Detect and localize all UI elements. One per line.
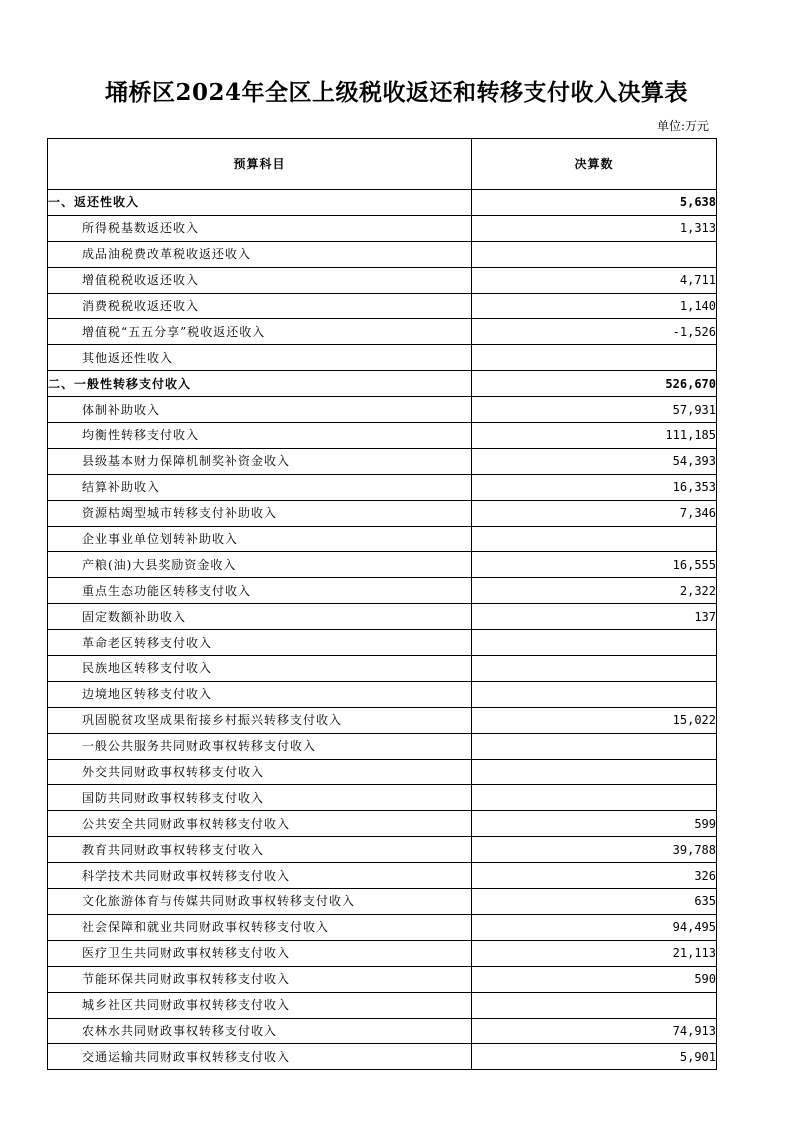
row-subject: 二、一般性转移支付收入: [48, 371, 472, 397]
row-amount: 326: [472, 863, 717, 889]
table-row: [48, 811, 717, 837]
category-row: [48, 371, 717, 397]
row-subject: 革命老区转移支付收入: [48, 630, 472, 656]
row-subject: 成品油税费改革税收返还收入: [48, 241, 472, 267]
row-subject: 民族地区转移支付收入: [48, 656, 472, 682]
budget-table: [47, 138, 717, 1070]
table-row: [48, 215, 717, 241]
row-subject: 其他返还性收入: [48, 345, 472, 371]
unit-label: 单位:万元: [656, 119, 709, 133]
row-amount: 74,913: [472, 1018, 717, 1044]
row-amount: 1,313: [472, 215, 717, 241]
table-row: [48, 914, 717, 940]
table-row: [48, 241, 717, 267]
table-row: [48, 578, 717, 604]
table-row: [48, 526, 717, 552]
row-subject: 农林水共同财政事权转移支付收入: [48, 1018, 472, 1044]
row-amount: 4,711: [472, 267, 717, 293]
page-title: 埇桥区2024年全区上级税收返还和转移支付收入决算表: [104, 79, 688, 106]
table-row: [48, 630, 717, 656]
table-row: [48, 759, 717, 785]
table-row: [48, 656, 717, 682]
table-row: [48, 785, 717, 811]
row-amount: [472, 733, 717, 759]
table-row: [48, 707, 717, 733]
table-row: [48, 1044, 717, 1070]
table-header-row: [48, 139, 717, 190]
table-body: [48, 190, 717, 1070]
row-subject: 交通运输共同财政事权转移支付收入: [48, 1044, 472, 1070]
row-amount: 57,931: [472, 397, 717, 423]
row-amount: 94,495: [472, 914, 717, 940]
table-row: [48, 552, 717, 578]
row-subject: 所得税基数返还收入: [48, 215, 472, 241]
row-amount: [472, 345, 717, 371]
row-amount: 21,113: [472, 940, 717, 966]
row-subject: 节能环保共同财政事权转移支付收入: [48, 966, 472, 992]
row-amount: -1,526: [472, 319, 717, 345]
row-amount: [472, 241, 717, 267]
row-subject: 社会保障和就业共同财政事权转移支付收入: [48, 914, 472, 940]
table-row: [48, 293, 717, 319]
table-row: [48, 423, 717, 449]
table-row: [48, 267, 717, 293]
row-amount: 15,022: [472, 707, 717, 733]
row-subject: 增值税“五五分享”税收返还收入: [48, 319, 472, 345]
table-row: [48, 345, 717, 371]
row-subject: 重点生态功能区转移支付收入: [48, 578, 472, 604]
row-amount: 590: [472, 966, 717, 992]
row-amount: 526,670: [472, 371, 717, 397]
row-subject: 均衡性转移支付收入: [48, 423, 472, 449]
table-row: [48, 992, 717, 1018]
row-subject: 体制补助收入: [48, 397, 472, 423]
row-subject: 一般公共服务共同财政事权转移支付收入: [48, 733, 472, 759]
row-amount: 5,638: [472, 190, 717, 216]
table-row: [48, 889, 717, 915]
row-subject: 资源枯竭型城市转移支付补助收入: [48, 500, 472, 526]
row-amount: 16,353: [472, 474, 717, 500]
row-amount: [472, 681, 717, 707]
row-subject: 科学技术共同财政事权转移支付收入: [48, 863, 472, 889]
table-row: [48, 837, 717, 863]
row-subject: 边境地区转移支付收入: [48, 681, 472, 707]
row-amount: 16,555: [472, 552, 717, 578]
table-row: [48, 474, 717, 500]
row-subject: 外交共同财政事权转移支付收入: [48, 759, 472, 785]
row-amount: 111,185: [472, 423, 717, 449]
row-amount: [472, 526, 717, 552]
row-amount: 1,140: [472, 293, 717, 319]
row-amount: [472, 630, 717, 656]
table-row: [48, 397, 717, 423]
row-amount: 39,788: [472, 837, 717, 863]
row-subject: 企业事业单位划转补助收入: [48, 526, 472, 552]
row-amount: 599: [472, 811, 717, 837]
row-subject: 城乡社区共同财政事权转移支付收入: [48, 992, 472, 1018]
table-row: [48, 319, 717, 345]
column-header-amount: 决算数: [472, 139, 717, 190]
row-subject: 增值税税收返还收入: [48, 267, 472, 293]
row-amount: 7,346: [472, 500, 717, 526]
row-subject: 巩固脱贫攻坚成果衔接乡村振兴转移支付收入: [48, 707, 472, 733]
row-amount: [472, 785, 717, 811]
table-row: [48, 940, 717, 966]
category-row: [48, 190, 717, 216]
row-subject: 医疗卫生共同财政事权转移支付收入: [48, 940, 472, 966]
table-row: [48, 604, 717, 630]
table-row: [48, 733, 717, 759]
row-subject: 国防共同财政事权转移支付收入: [48, 785, 472, 811]
row-amount: [472, 759, 717, 785]
row-amount: 137: [472, 604, 717, 630]
row-amount: 2,322: [472, 578, 717, 604]
row-amount: [472, 992, 717, 1018]
row-amount: 5,901: [472, 1044, 717, 1070]
table-row: [48, 681, 717, 707]
table-row: [48, 1018, 717, 1044]
row-subject: 文化旅游体育与传媒共同财政事权转移支付收入: [48, 889, 472, 915]
row-subject: 结算补助收入: [48, 474, 472, 500]
row-amount: [472, 656, 717, 682]
row-subject: 产粮(油)大县奖励资金收入: [48, 552, 472, 578]
row-subject: 固定数额补助收入: [48, 604, 472, 630]
row-subject: 县级基本财力保障机制奖补资金收入: [48, 448, 472, 474]
column-header-subject: 预算科目: [48, 139, 472, 190]
row-subject: 教育共同财政事权转移支付收入: [48, 837, 472, 863]
row-subject: 一、返还性收入: [48, 190, 472, 216]
row-subject: 公共安全共同财政事权转移支付收入: [48, 811, 472, 837]
table-row: [48, 966, 717, 992]
table-row: [48, 500, 717, 526]
table-row: [48, 448, 717, 474]
row-subject: 消费税税收返还收入: [48, 293, 472, 319]
row-amount: 635: [472, 889, 717, 915]
table-row: [48, 863, 717, 889]
row-amount: 54,393: [472, 448, 717, 474]
